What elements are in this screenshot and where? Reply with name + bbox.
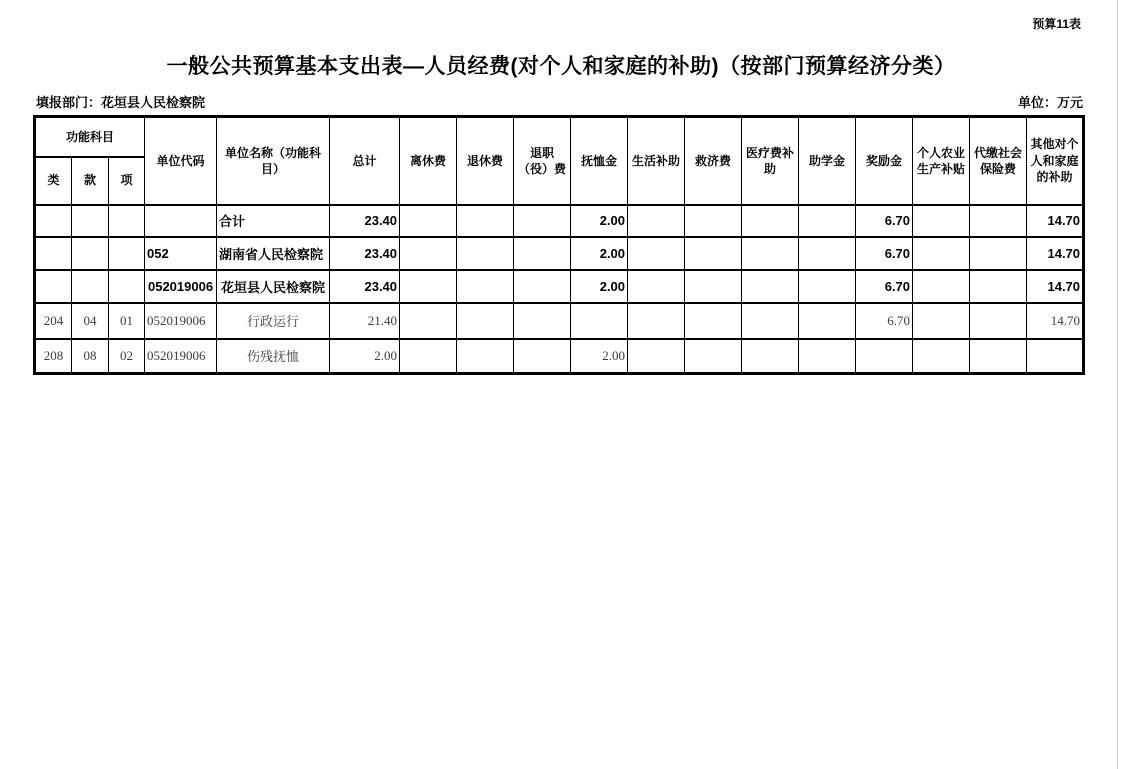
table-cell [742,205,799,237]
table-cell: 14.70 [1027,205,1084,237]
table-cell: 08 [72,339,109,374]
table-cell: 合计 [217,205,330,237]
table-cell [685,270,742,303]
table-cell [799,270,856,303]
table-cell [457,270,514,303]
table-cell: 052019006 [145,303,217,339]
table-cell: 04 [72,303,109,339]
table-cell: 湖南省人民检察院 [217,237,330,270]
table-cell: 052 [145,237,217,270]
table-cell [72,270,109,303]
table-cell: 2.00 [571,339,628,374]
table-cell [35,237,72,270]
col-header-jiujifei: 救济费 [685,117,742,205]
table-cell [913,303,970,339]
table-cell [685,205,742,237]
table-row [35,237,1084,270]
table-cell: 23.40 [330,237,400,270]
department-label: 填报部门：花垣县人民检察院 [36,95,206,110]
table-cell [514,270,571,303]
col-header-yiliaofeibuzhu: 医疗费补助 [742,117,799,205]
table-cell: 6.70 [856,270,913,303]
table-cell [400,270,457,303]
table-cell [514,205,571,237]
table-cell [913,205,970,237]
table-cell: 21.40 [330,303,400,339]
page-right-edge [1117,0,1118,769]
table-cell [742,237,799,270]
table-cell [457,205,514,237]
table-cell: 14.70 [1027,270,1084,303]
table-cell [970,205,1027,237]
table-cell: 02 [109,339,145,374]
col-header-daijiaoshebao: 代缴社会保险费 [970,117,1027,205]
table-cell: 6.70 [856,237,913,270]
col-header-jianglijin: 奖励金 [856,117,913,205]
table-cell: 6.70 [856,303,913,339]
table-cell [970,270,1027,303]
table-cell [457,237,514,270]
table-cell [628,237,685,270]
table-cell: 14.70 [1027,303,1084,339]
table-cell [799,303,856,339]
table-cell [109,237,145,270]
table-cell [628,303,685,339]
table-cell [400,237,457,270]
table-cell [35,270,72,303]
table-cell [109,270,145,303]
table-cell [145,205,217,237]
col-header-zhuxuejin: 助学金 [799,117,856,205]
col-header-lixiufei: 离休费 [400,117,457,205]
table-cell [457,303,514,339]
table-cell [1027,339,1084,374]
header-row-1 [35,117,1084,157]
unit-name-header: 单位名称（功能科目） [217,117,330,205]
table-cell: 23.40 [330,205,400,237]
table-cell [571,303,628,339]
table-cell [742,339,799,374]
col-header-fuxujin: 抚恤金 [571,117,628,205]
table-cell: 伤残抚恤 [217,339,330,374]
table-cell [457,339,514,374]
item-col-header: 项 [109,157,145,205]
total-header: 总计 [330,117,400,205]
unit-code-header: 单位代码 [145,117,217,205]
table-cell: 花垣县人民检察院 [217,270,330,303]
table-body [35,205,1084,374]
table-cell [742,303,799,339]
table-cell: 01 [109,303,145,339]
table-cell [72,205,109,237]
table-row [35,205,1084,237]
col-header-shenghuobuzu: 生活补助 [628,117,685,205]
class-col-header: 类 [35,157,72,205]
table-cell [628,205,685,237]
table-cell [514,339,571,374]
section-col-header: 款 [72,157,109,205]
table-cell [109,205,145,237]
table-cell [742,270,799,303]
unit-label: 单位：万元 [1017,95,1083,110]
table-cell: 204 [35,303,72,339]
table-cell [799,205,856,237]
table-cell [913,270,970,303]
table-cell: 208 [35,339,72,374]
table-cell: 2.00 [571,237,628,270]
table-row [35,270,1084,303]
page-title: 一般公共预算基本支出表—人员经费(对个人和家庭的补助)（按部门预算经济分类） [166,55,956,78]
table-cell [514,237,571,270]
table-cell [970,339,1027,374]
budget-table [33,115,1085,375]
func-subject-header: 功能科目 [35,117,145,157]
table-cell: 2.00 [571,270,628,303]
table-cell: 6.70 [856,205,913,237]
table-cell: 052019006 [145,339,217,374]
table-cell: 14.70 [1027,237,1084,270]
table-cell [628,270,685,303]
table-cell [514,303,571,339]
form-number-label: 预算11表 [1032,17,1081,31]
col-header-nongyebutie: 个人农业生产补贴 [913,117,970,205]
table-cell [400,205,457,237]
table-cell [685,237,742,270]
table-row [35,339,1084,374]
col-header-tuixiufei: 退休费 [457,117,514,205]
table-cell [856,339,913,374]
table-cell [35,205,72,237]
table-cell [400,339,457,374]
table-cell [799,339,856,374]
table-cell [799,237,856,270]
table-cell: 052019006 [145,270,217,303]
table-cell: 2.00 [571,205,628,237]
meta-row [36,92,1083,111]
table-cell [913,339,970,374]
table-cell: 2.00 [330,339,400,374]
table-cell [685,303,742,339]
table-cell: 行政运行 [217,303,330,339]
table-cell [400,303,457,339]
col-header-tuizhifei: 退职（役）费 [514,117,571,205]
table-cell [970,237,1027,270]
table-cell [913,237,970,270]
table-cell: 23.40 [330,270,400,303]
table-row [35,303,1084,339]
table-cell [628,339,685,374]
col-header-qitabuzhu: 其他对个人和家庭的补助 [1027,117,1084,205]
table-cell [970,303,1027,339]
table-cell [72,237,109,270]
table-cell [685,339,742,374]
